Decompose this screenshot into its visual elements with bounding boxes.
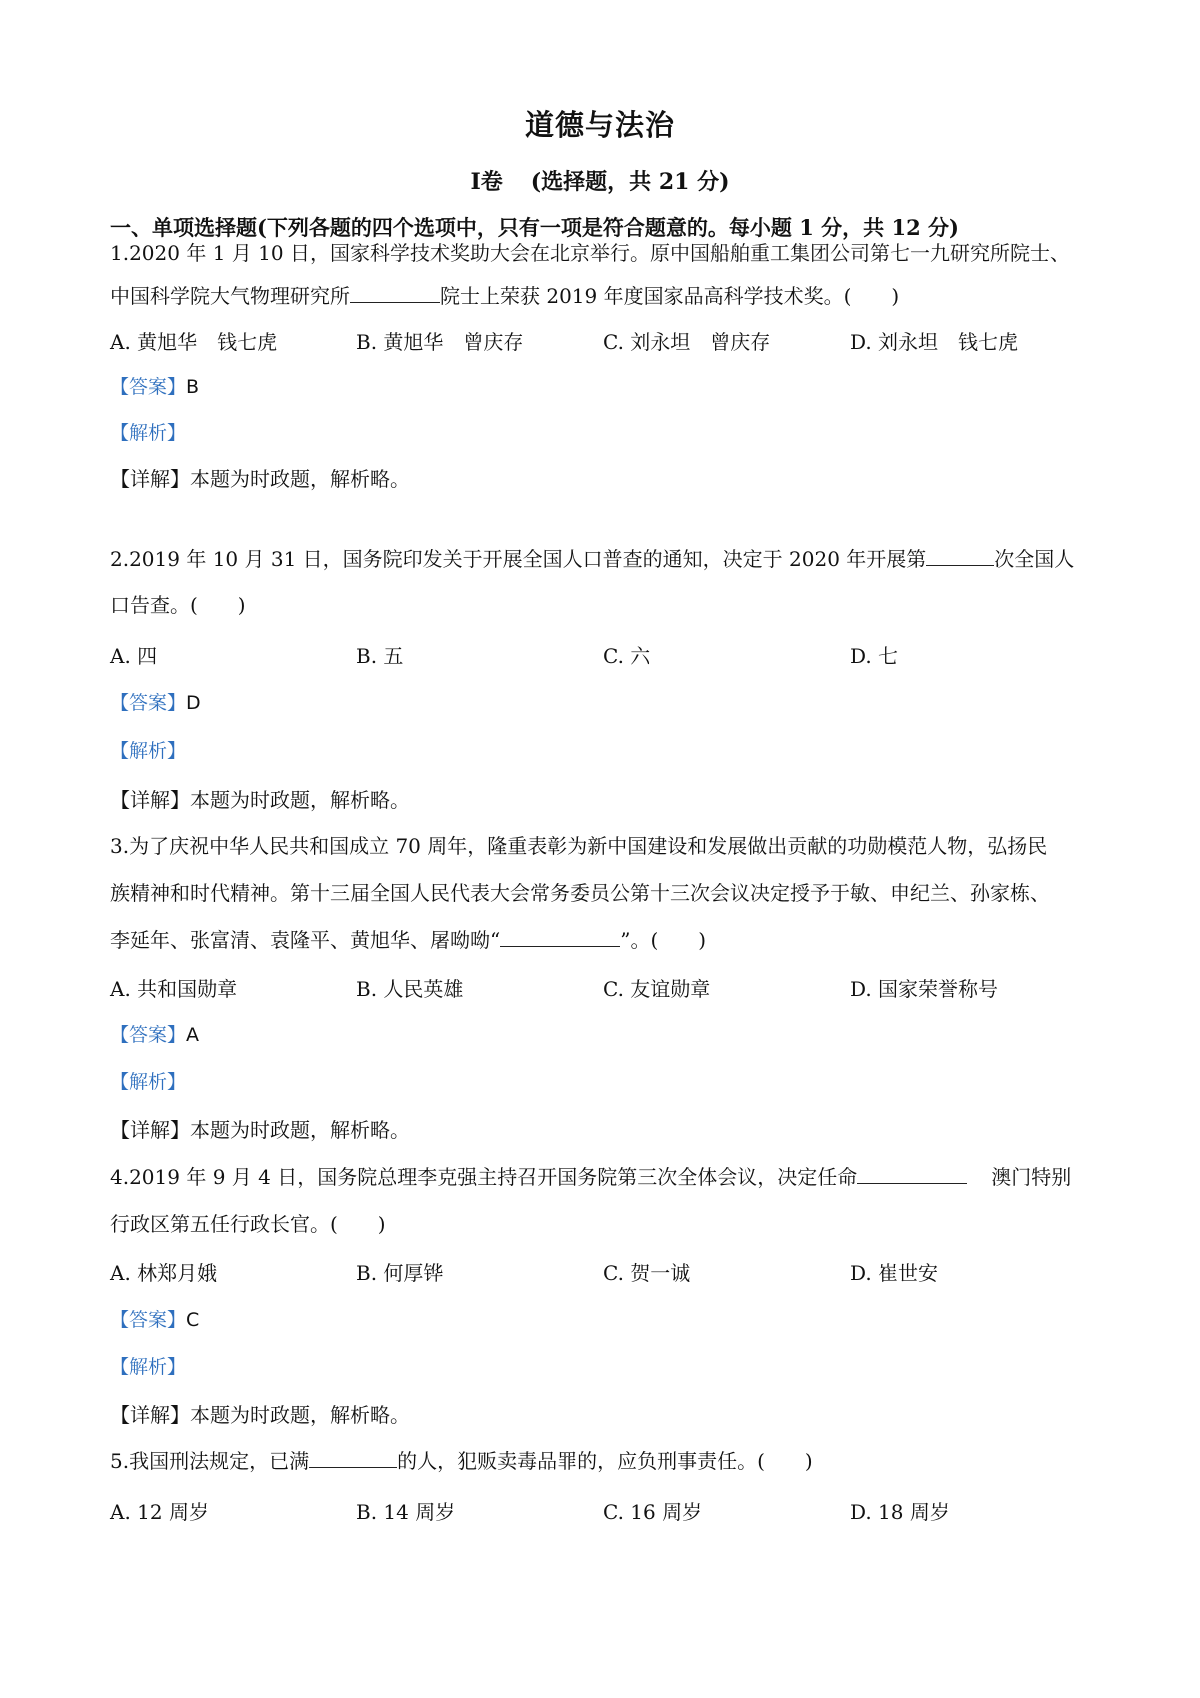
roll-label: Ⅰ卷 bbox=[470, 169, 503, 195]
question-3-option-b: B. 人民英雄 bbox=[356, 977, 464, 1001]
question-2-answer bbox=[110, 688, 201, 715]
answer-value: B bbox=[186, 376, 200, 398]
detail-label: 【详解】 bbox=[110, 467, 190, 491]
question-4-option-d: D. 崔世安 bbox=[850, 1261, 939, 1285]
question-2-option-b: B. 五 bbox=[356, 644, 404, 668]
question-4-answer bbox=[110, 1305, 199, 1332]
question-3-option-a: A. 共和国勋章 bbox=[110, 977, 238, 1001]
question-2-analysis bbox=[110, 736, 186, 763]
paper-subtitle bbox=[0, 165, 1200, 196]
question-3-analysis bbox=[110, 1067, 186, 1094]
question-4-line-1 bbox=[110, 1162, 1100, 1192]
question-5-option-d: D. 18 周岁 bbox=[850, 1500, 950, 1524]
answer-blank bbox=[926, 545, 994, 566]
question-4-analysis bbox=[110, 1352, 186, 1379]
answer-label: 【答案】 bbox=[110, 692, 187, 714]
question-2-line-1 bbox=[110, 544, 1100, 574]
detail-label: 【详解】 bbox=[110, 1403, 190, 1427]
answer-blank bbox=[500, 926, 620, 947]
question-2-option-d: D. 七 bbox=[850, 644, 899, 668]
question-3-option-d: D. 国家荣誉称号 bbox=[850, 977, 999, 1001]
question-5-option-b: B. 14 周岁 bbox=[356, 1500, 456, 1524]
page-title: 道德与法治 bbox=[524, 108, 675, 142]
question-1-text-a: 中国科学院大气物理研究所 bbox=[110, 284, 350, 308]
section-heading: 一、单项选择题(下列各题的四个选项中，只有一项是符合题意的。每小题 1 分，共 12 分) bbox=[110, 215, 959, 240]
question-3-line-1: 3.为了庆祝中华人民共和国成立 70 周年，隆重表彰为新中国建设和发展做出贡献的功勋模范人物，弘扬民 bbox=[110, 834, 1048, 858]
analysis-label: 【解析】 bbox=[110, 740, 187, 762]
detail-text: 本题为时政题，解析略。 bbox=[190, 467, 410, 491]
question-3-answer bbox=[110, 1020, 199, 1047]
analysis-label: 【解析】 bbox=[110, 422, 187, 444]
question-4-detail bbox=[110, 1399, 410, 1428]
question-5-option-a: A. 12 周岁 bbox=[110, 1500, 209, 1524]
answer-value: A bbox=[186, 1024, 200, 1046]
question-1-option-c: C. 刘永坦 曾庆存 bbox=[603, 330, 771, 354]
question-3-text-a: 李延年、张富清、袁隆平、黄旭华、屠呦呦“ bbox=[110, 928, 501, 952]
question-2-detail bbox=[110, 784, 410, 813]
question-1-text-b: 院士上荣获 2019 年度国家品高科学技术奖。( ) bbox=[440, 284, 900, 308]
analysis-label: 【解析】 bbox=[110, 1356, 187, 1378]
question-3-option-c: C. 友谊勋章 bbox=[603, 977, 711, 1001]
question-5-text-a: 5.我国刑法规定，已满 bbox=[110, 1449, 310, 1473]
answer-label: 【答案】 bbox=[110, 1309, 187, 1331]
question-2-option-a: A. 四 bbox=[110, 644, 158, 668]
question-5-text-b: 的人，犯贩卖毒品罪的，应负刑事责任。( ) bbox=[397, 1449, 813, 1473]
answer-value: C bbox=[186, 1309, 200, 1331]
question-1-option-a: A. 黄旭华 钱七虎 bbox=[110, 330, 278, 354]
question-2-text-a: 2.2019 年 10 月 31 日，国务院印发关于开展全国人口普查的通知，决定于 2020 年开展第 bbox=[110, 547, 927, 571]
question-4-line-2: 行政区第五任行政长官。( ) bbox=[110, 1212, 386, 1236]
question-4-text-a: 4.2019 年 9 月 4 日，国务院总理李克强主持召开国务院第三次全体会议，决定任命 bbox=[110, 1165, 858, 1189]
question-3-text-b: ”。( ) bbox=[620, 928, 707, 952]
detail-label: 【详解】 bbox=[110, 1118, 190, 1142]
question-3-line-2: 族精神和时代精神。第十三届全国人民代表大会常务委员公第十三次会议决定授予于敏、申纪兰、孙家栋、 bbox=[110, 881, 1050, 905]
question-5-line-1 bbox=[110, 1446, 1100, 1476]
question-5-option-c: C. 16 周岁 bbox=[603, 1500, 703, 1524]
detail-label: 【详解】 bbox=[110, 788, 190, 812]
question-1-option-d: D. 刘永坦 钱七虎 bbox=[850, 330, 1019, 354]
question-1-analysis bbox=[110, 418, 186, 445]
question-2-text-b: 次全国人 bbox=[994, 547, 1075, 571]
answer-blank bbox=[857, 1163, 967, 1184]
detail-text: 本题为时政题，解析略。 bbox=[190, 788, 410, 812]
answer-label: 【答案】 bbox=[110, 376, 187, 398]
question-2-option-c: C. 六 bbox=[603, 644, 651, 668]
question-2-line-2: 口告查。( ) bbox=[110, 593, 246, 617]
question-3-detail bbox=[110, 1114, 410, 1143]
detail-text: 本题为时政题，解析略。 bbox=[190, 1403, 410, 1427]
question-1-detail bbox=[110, 463, 410, 492]
detail-text: 本题为时政题，解析略。 bbox=[190, 1118, 410, 1142]
answer-blank bbox=[309, 1447, 397, 1468]
question-1-option-b: B. 黄旭华 曾庆存 bbox=[356, 330, 524, 354]
question-1-line-2 bbox=[110, 281, 1100, 311]
answer-value: D bbox=[186, 692, 201, 714]
answer-label: 【答案】 bbox=[110, 1024, 187, 1046]
question-3-line-3 bbox=[110, 925, 1100, 955]
question-4-option-c: C. 贺一诚 bbox=[603, 1261, 691, 1285]
question-4-option-a: A. 林郑月娥 bbox=[110, 1261, 218, 1285]
question-4-option-b: B. 何厚铧 bbox=[356, 1261, 444, 1285]
question-1-answer bbox=[110, 372, 199, 399]
answer-blank bbox=[350, 282, 440, 303]
analysis-label: 【解析】 bbox=[110, 1071, 187, 1093]
roll-description: (选择题，共 21 分) bbox=[530, 169, 730, 195]
question-1-line-1: 1.2020 年 1 月 10 日，国家科学技术奖助大会在北京举行。原中国船舶重工集团公司第七一九研究所院士、 bbox=[110, 241, 1070, 265]
question-4-text-b: 澳门特别 bbox=[991, 1165, 1072, 1189]
